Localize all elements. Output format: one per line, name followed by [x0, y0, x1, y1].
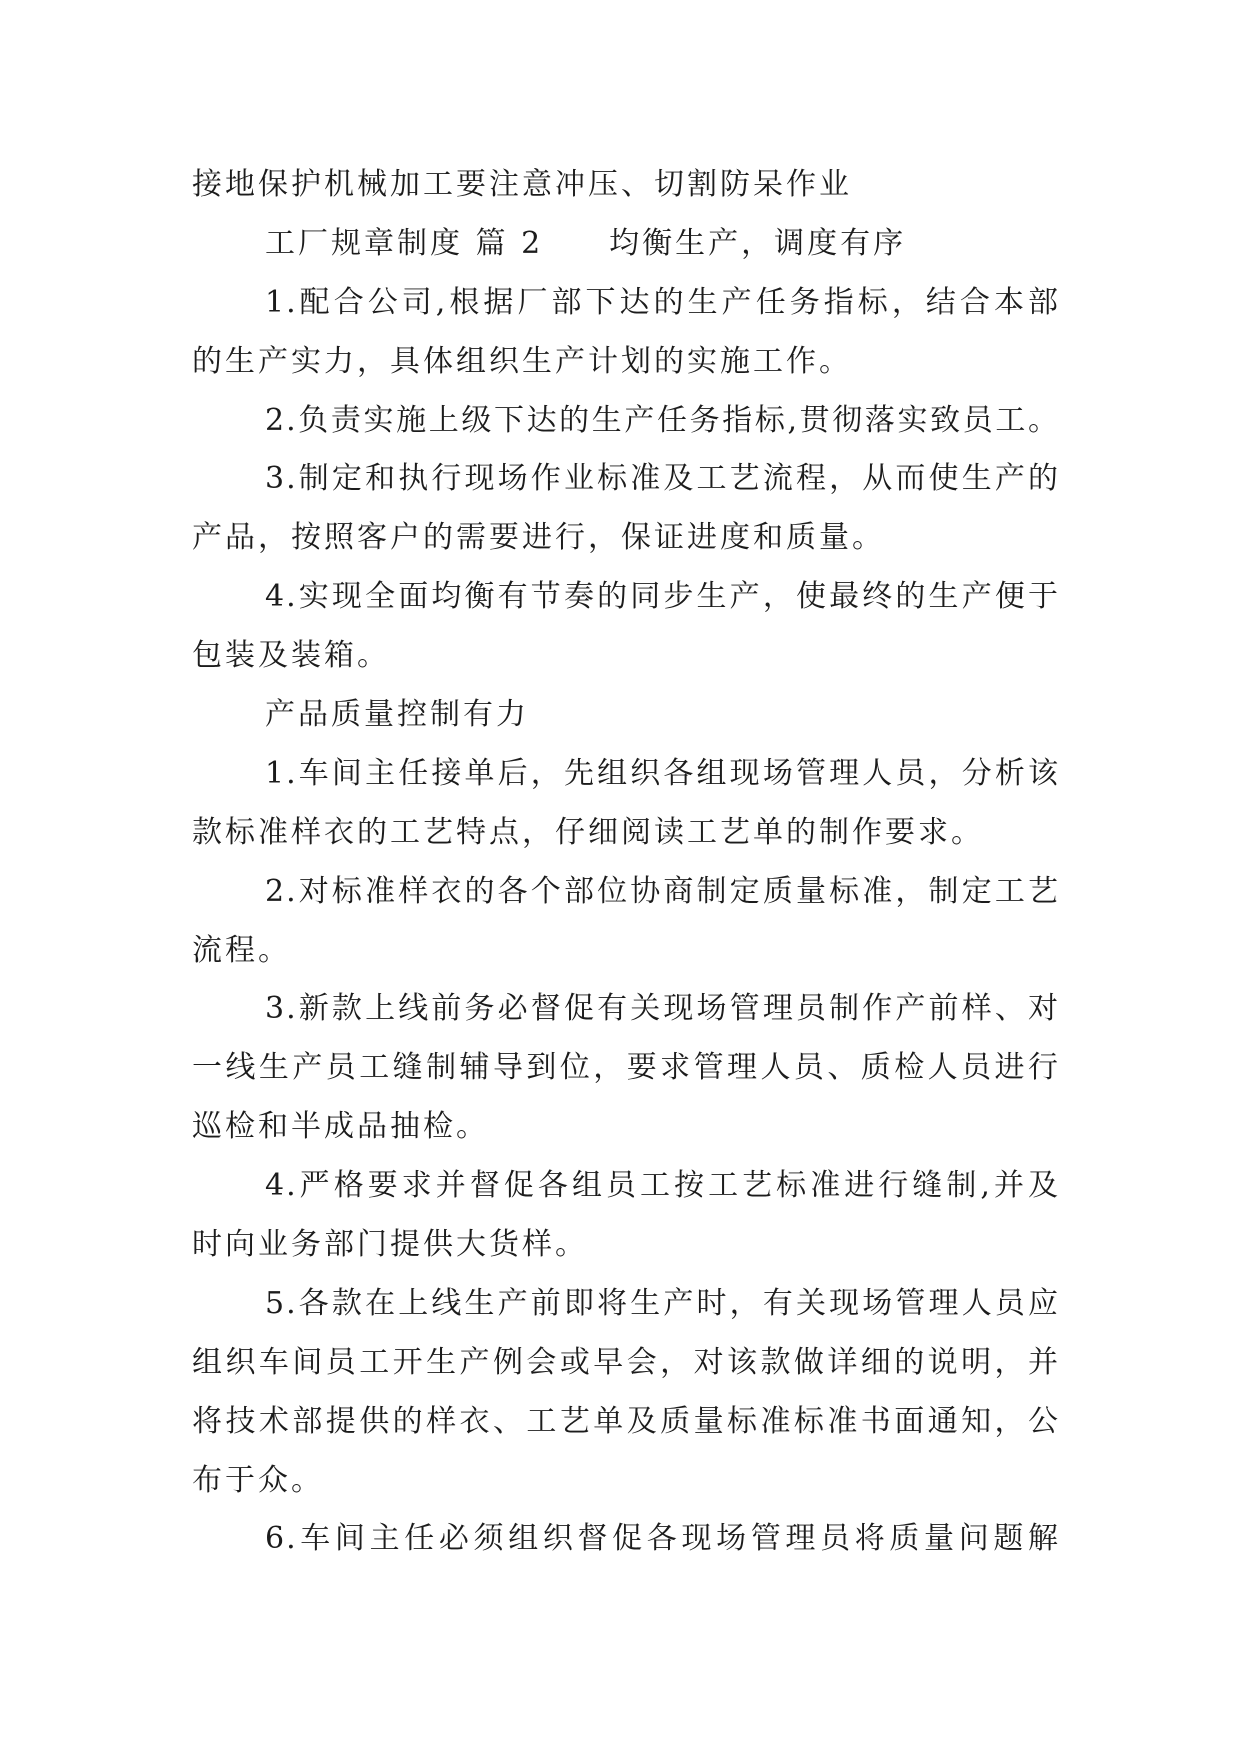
document-title: 工厂规章制度 篇 2	[265, 225, 544, 261]
list-item	[192, 1510, 1060, 1569]
list-item	[192, 863, 1060, 981]
list-item	[192, 745, 1060, 863]
text-line: 4.严格要求并督促各组员工按工艺标准进行缝制,并及	[265, 1168, 1060, 1204]
list-item	[192, 980, 1060, 1157]
text-line: 4.实现全面均衡有节奏的同步生产，使最终的生产便于	[265, 579, 1060, 615]
list-item	[192, 1275, 1060, 1511]
text-line: 2.负责实施上级下达的生产任务指标,贯彻落实致员工。	[265, 402, 1060, 438]
text-line: 3.新款上线前务必督促有关现场管理员制作产前样、对	[265, 991, 1060, 1027]
list-item	[192, 274, 1060, 392]
list-item	[192, 1157, 1060, 1275]
text-line: 1.配合公司,根据厂部下达的生产任务指标，结合本部	[265, 284, 1060, 320]
text-line: 2.对标准样衣的各个部位协商制定质量标准，制定工艺	[265, 873, 1060, 909]
text-line: 产品，按照客户的需要进行，保证进度和质量。	[192, 520, 885, 556]
text-line: 巡检和半成品抽检。	[192, 1109, 489, 1145]
text-line: 包装及装箱。	[192, 638, 390, 674]
text-line: 一线生产员工缝制辅导到位，要求管理人员、质检人员进行	[192, 1050, 1060, 1086]
text-line: 布于众。	[192, 1462, 324, 1498]
text-line: 款标准样衣的工艺特点，仔细阅读工艺单的制作要求。	[192, 814, 984, 850]
text-line: 流程。	[192, 932, 291, 968]
list-item	[192, 450, 1060, 568]
text-line: 3.制定和执行现场作业标准及工艺流程，从而使生产的	[265, 461, 1060, 497]
document-body	[192, 156, 1060, 1569]
section-title: 均衡生产，调度有序	[609, 225, 907, 261]
text-line: 组织车间员工开生产例会或早会，对该款做详细的说明，并	[192, 1344, 1060, 1380]
continuation-line: 接地保护机械加工要注意冲压、切割防呆作业	[192, 167, 852, 202]
text-line: 5.各款在上线生产前即将生产时，有关现场管理人员应	[265, 1285, 1060, 1321]
text-line: 将技术部提供的样衣、工艺单及质量标准标准书面通知，公	[192, 1403, 1060, 1439]
list-item	[192, 568, 1060, 686]
text-line: 1.车间主任接单后，先组织各组现场管理人员，分析该	[265, 755, 1060, 791]
text-line: 6.车间主任必须组织督促各现场管理员将质量问题解	[265, 1521, 1060, 1557]
section2-heading: 产品质量控制有力	[265, 697, 529, 733]
text-line: 时向业务部门提供大货样。	[192, 1227, 588, 1263]
text-line: 的生产实力，具体组织生产计划的实施工作。	[192, 343, 852, 379]
section-heading	[265, 215, 1060, 274]
list-item	[192, 392, 1060, 451]
